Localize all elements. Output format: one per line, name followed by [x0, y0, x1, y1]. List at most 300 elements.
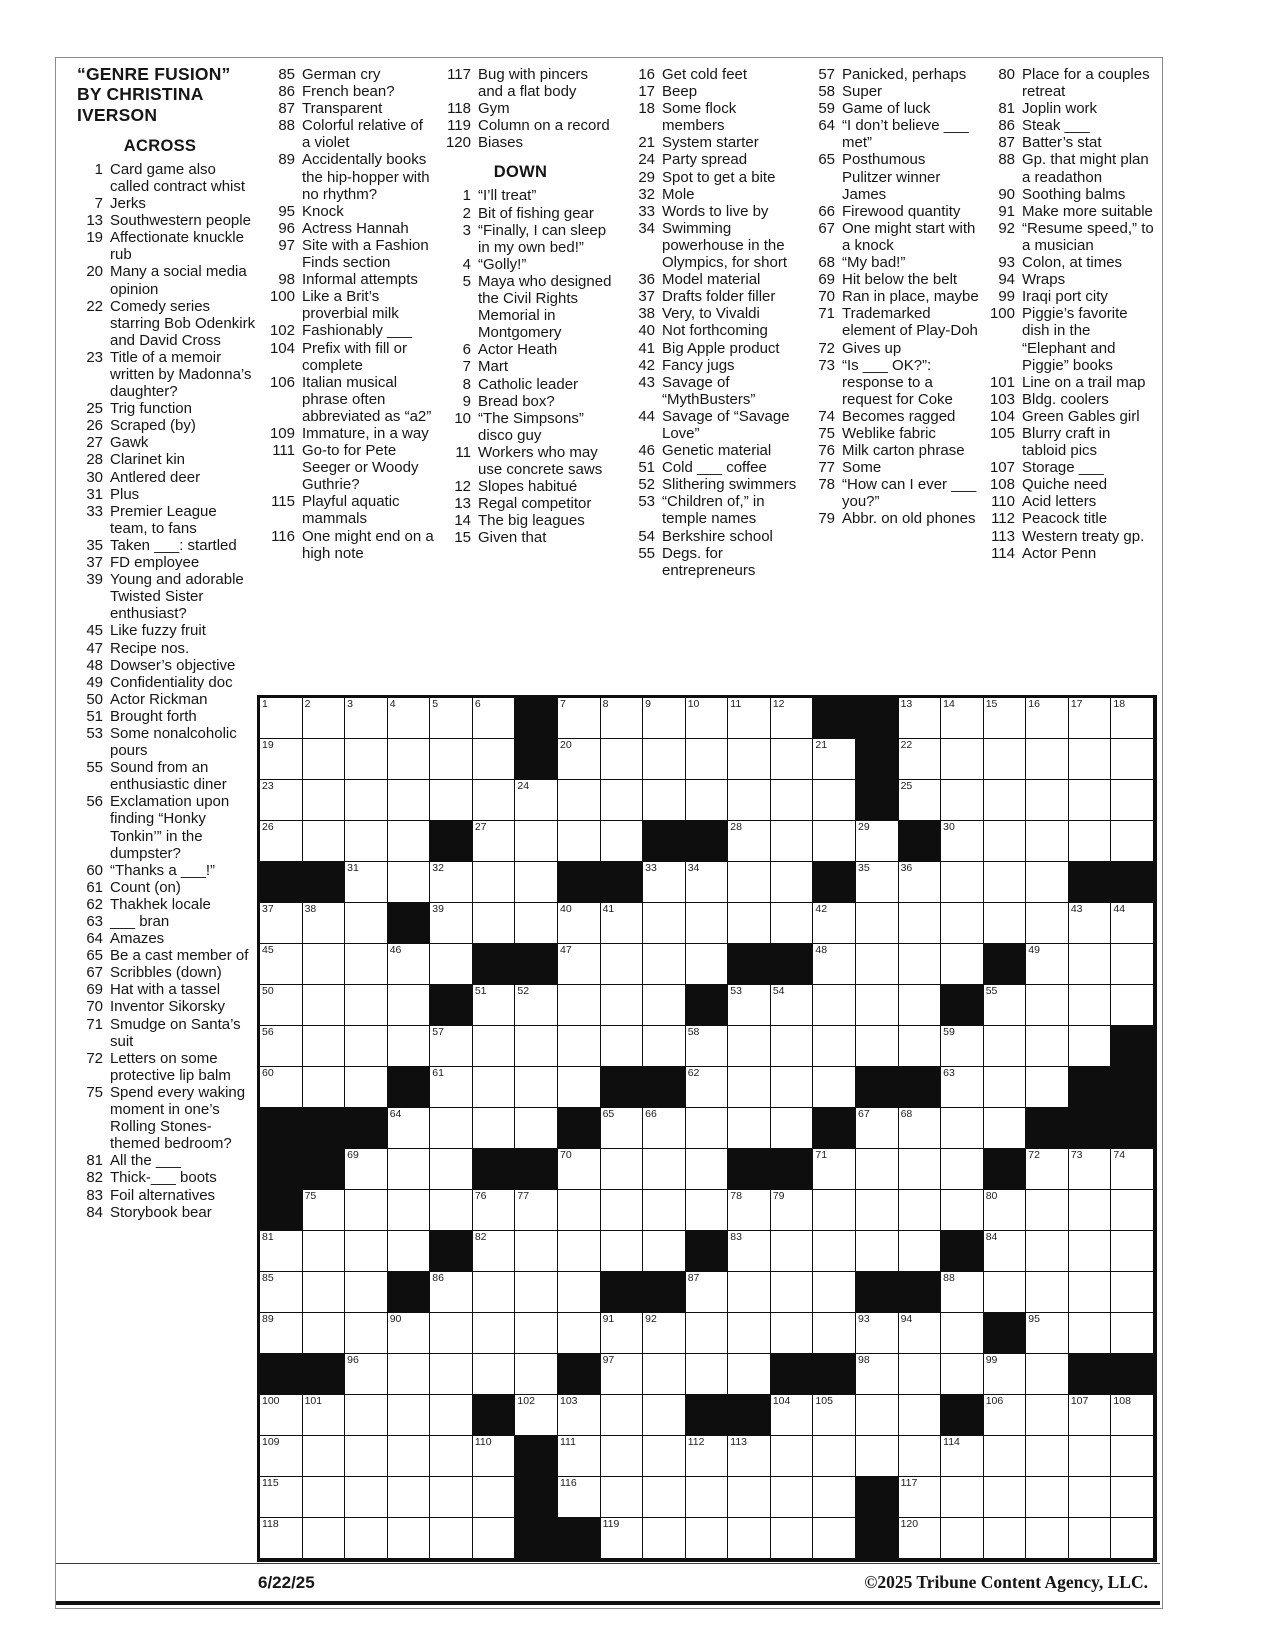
- grid-cell[interactable]: [473, 1067, 516, 1108]
- grid-cell[interactable]: [1026, 739, 1069, 780]
- grid-cell[interactable]: [856, 821, 899, 862]
- grid-cell[interactable]: [856, 862, 899, 903]
- grid-cell[interactable]: [728, 1190, 771, 1231]
- grid-cell[interactable]: [473, 1108, 516, 1149]
- grid-cell[interactable]: [558, 903, 601, 944]
- grid-cell[interactable]: [941, 903, 984, 944]
- grid-cell[interactable]: [430, 1149, 473, 1190]
- grid-cell[interactable]: [856, 1149, 899, 1190]
- grid-cell[interactable]: [728, 1108, 771, 1149]
- grid-cell[interactable]: [260, 698, 303, 739]
- grid-cell[interactable]: [388, 944, 431, 985]
- grid-cell[interactable]: [430, 1518, 473, 1559]
- grid-cell[interactable]: [1026, 698, 1069, 739]
- grid-cell[interactable]: [260, 1518, 303, 1559]
- grid-cell[interactable]: [728, 780, 771, 821]
- grid-cell[interactable]: [813, 985, 856, 1026]
- grid-cell[interactable]: [473, 1477, 516, 1518]
- grid-cell[interactable]: [1069, 1272, 1112, 1313]
- grid-cell[interactable]: [430, 1313, 473, 1354]
- grid-cell[interactable]: [303, 1518, 346, 1559]
- grid-cell[interactable]: [771, 1313, 814, 1354]
- grid-cell[interactable]: [388, 739, 431, 780]
- grid-cell[interactable]: [260, 985, 303, 1026]
- grid-cell[interactable]: [1069, 1313, 1112, 1354]
- grid-cell[interactable]: [1111, 903, 1154, 944]
- grid-cell[interactable]: [558, 1436, 601, 1477]
- grid-cell[interactable]: [856, 1231, 899, 1272]
- grid-cell[interactable]: [856, 1108, 899, 1149]
- grid-cell[interactable]: [345, 1026, 388, 1067]
- grid-cell[interactable]: [941, 1518, 984, 1559]
- grid-cell[interactable]: [473, 821, 516, 862]
- grid-cell[interactable]: [558, 1395, 601, 1436]
- grid-cell[interactable]: [984, 1026, 1027, 1067]
- grid-cell[interactable]: [473, 780, 516, 821]
- grid-cell[interactable]: [345, 1149, 388, 1190]
- grid-cell[interactable]: [303, 1436, 346, 1477]
- grid-cell[interactable]: [1069, 944, 1112, 985]
- grid-cell[interactable]: [388, 1477, 431, 1518]
- grid-cell[interactable]: [1111, 1477, 1154, 1518]
- grid-cell[interactable]: [260, 1272, 303, 1313]
- grid-cell[interactable]: [345, 821, 388, 862]
- grid-cell[interactable]: [473, 1026, 516, 1067]
- grid-cell[interactable]: [558, 944, 601, 985]
- grid-cell[interactable]: [601, 1436, 644, 1477]
- grid-cell[interactable]: [430, 1067, 473, 1108]
- grid-cell[interactable]: [430, 739, 473, 780]
- grid-cell[interactable]: [813, 1313, 856, 1354]
- grid-cell[interactable]: [430, 944, 473, 985]
- grid-cell[interactable]: [1026, 903, 1069, 944]
- grid-cell[interactable]: [1026, 862, 1069, 903]
- grid-cell[interactable]: [813, 1436, 856, 1477]
- grid-cell[interactable]: [515, 1272, 558, 1313]
- grid-cell[interactable]: [728, 1067, 771, 1108]
- grid-cell[interactable]: [1026, 1395, 1069, 1436]
- grid-cell[interactable]: [430, 1477, 473, 1518]
- grid-cell[interactable]: [388, 780, 431, 821]
- grid-cell[interactable]: [941, 698, 984, 739]
- grid-cell[interactable]: [345, 1272, 388, 1313]
- grid-cell[interactable]: [1111, 1518, 1154, 1559]
- grid-cell[interactable]: [1026, 985, 1069, 1026]
- grid-cell[interactable]: [856, 1354, 899, 1395]
- grid-cell[interactable]: [515, 1190, 558, 1231]
- grid-cell[interactable]: [1069, 903, 1112, 944]
- grid-cell[interactable]: [771, 1026, 814, 1067]
- grid-cell[interactable]: [643, 1518, 686, 1559]
- grid-cell[interactable]: [515, 1108, 558, 1149]
- grid-cell[interactable]: [558, 821, 601, 862]
- grid-cell[interactable]: [941, 944, 984, 985]
- grid-cell[interactable]: [643, 1354, 686, 1395]
- grid-cell[interactable]: [856, 1395, 899, 1436]
- grid-cell[interactable]: [1069, 1190, 1112, 1231]
- grid-cell[interactable]: [686, 780, 729, 821]
- grid-cell[interactable]: [430, 1272, 473, 1313]
- grid-cell[interactable]: [430, 1436, 473, 1477]
- grid-cell[interactable]: [813, 821, 856, 862]
- grid-cell[interactable]: [856, 944, 899, 985]
- grid-cell[interactable]: [601, 985, 644, 1026]
- grid-cell[interactable]: [1026, 1067, 1069, 1108]
- grid-cell[interactable]: [899, 1518, 942, 1559]
- grid-cell[interactable]: [473, 862, 516, 903]
- grid-cell[interactable]: [771, 1108, 814, 1149]
- grid-cell[interactable]: [558, 1026, 601, 1067]
- grid-cell[interactable]: [941, 862, 984, 903]
- grid-cell[interactable]: [558, 1231, 601, 1272]
- grid-cell[interactable]: [1069, 1395, 1112, 1436]
- grid-cell[interactable]: [345, 739, 388, 780]
- grid-cell[interactable]: [303, 1272, 346, 1313]
- grid-cell[interactable]: [813, 1395, 856, 1436]
- grid-cell[interactable]: [303, 1395, 346, 1436]
- grid-cell[interactable]: [941, 1436, 984, 1477]
- grid-cell[interactable]: [1111, 1272, 1154, 1313]
- grid-cell[interactable]: [686, 1518, 729, 1559]
- grid-cell[interactable]: [345, 1231, 388, 1272]
- grid-cell[interactable]: [813, 944, 856, 985]
- grid-cell[interactable]: [899, 1149, 942, 1190]
- grid-cell[interactable]: [515, 862, 558, 903]
- grid-cell[interactable]: [686, 944, 729, 985]
- grid-cell[interactable]: [388, 985, 431, 1026]
- grid-cell[interactable]: [1026, 1518, 1069, 1559]
- grid-cell[interactable]: [643, 985, 686, 1026]
- grid-cell[interactable]: [856, 1190, 899, 1231]
- grid-cell[interactable]: [899, 1436, 942, 1477]
- grid-cell[interactable]: [771, 780, 814, 821]
- grid-cell[interactable]: [558, 739, 601, 780]
- grid-cell[interactable]: [686, 1067, 729, 1108]
- grid-cell[interactable]: [1026, 821, 1069, 862]
- grid-cell[interactable]: [601, 1108, 644, 1149]
- grid-cell[interactable]: [515, 821, 558, 862]
- grid-cell[interactable]: [643, 862, 686, 903]
- grid-cell[interactable]: [1069, 821, 1112, 862]
- grid-cell[interactable]: [473, 698, 516, 739]
- grid-cell[interactable]: [388, 821, 431, 862]
- grid-cell[interactable]: [813, 1231, 856, 1272]
- grid-cell[interactable]: [303, 1231, 346, 1272]
- grid-cell[interactable]: [899, 780, 942, 821]
- grid-cell[interactable]: [430, 1108, 473, 1149]
- grid-cell[interactable]: [388, 1231, 431, 1272]
- grid-cell[interactable]: [771, 903, 814, 944]
- grid-cell[interactable]: [601, 780, 644, 821]
- grid-cell[interactable]: [941, 1272, 984, 1313]
- grid-cell[interactable]: [345, 862, 388, 903]
- grid-cell[interactable]: [345, 698, 388, 739]
- grid-cell[interactable]: [601, 1518, 644, 1559]
- grid-cell[interactable]: [728, 698, 771, 739]
- grid-cell[interactable]: [260, 1477, 303, 1518]
- grid-cell[interactable]: [984, 1354, 1027, 1395]
- grid-cell[interactable]: [856, 1436, 899, 1477]
- grid-cell[interactable]: [686, 698, 729, 739]
- grid-cell[interactable]: [771, 1477, 814, 1518]
- grid-cell[interactable]: [345, 1313, 388, 1354]
- grid-cell[interactable]: [1111, 780, 1154, 821]
- grid-cell[interactable]: [473, 1313, 516, 1354]
- grid-cell[interactable]: [899, 944, 942, 985]
- grid-cell[interactable]: [899, 1395, 942, 1436]
- grid-cell[interactable]: [813, 1149, 856, 1190]
- grid-cell[interactable]: [856, 985, 899, 1026]
- grid-cell[interactable]: [558, 780, 601, 821]
- grid-cell[interactable]: [941, 1026, 984, 1067]
- grid-cell[interactable]: [728, 1518, 771, 1559]
- grid-cell[interactable]: [856, 1313, 899, 1354]
- grid-cell[interactable]: [941, 739, 984, 780]
- grid-cell[interactable]: [984, 985, 1027, 1026]
- grid-cell[interactable]: [1069, 1518, 1112, 1559]
- grid-cell[interactable]: [643, 1108, 686, 1149]
- grid-cell[interactable]: [686, 1436, 729, 1477]
- grid-cell[interactable]: [941, 1313, 984, 1354]
- grid-cell[interactable]: [771, 698, 814, 739]
- grid-cell[interactable]: [728, 1231, 771, 1272]
- grid-cell[interactable]: [686, 1354, 729, 1395]
- grid-cell[interactable]: [899, 1231, 942, 1272]
- grid-cell[interactable]: [728, 1313, 771, 1354]
- grid-cell[interactable]: [728, 739, 771, 780]
- grid-cell[interactable]: [899, 903, 942, 944]
- grid-cell[interactable]: [558, 985, 601, 1026]
- grid-cell[interactable]: [771, 1518, 814, 1559]
- grid-cell[interactable]: [303, 1477, 346, 1518]
- grid-cell[interactable]: [1026, 1477, 1069, 1518]
- grid-cell[interactable]: [558, 1190, 601, 1231]
- grid-cell[interactable]: [558, 1149, 601, 1190]
- grid-cell[interactable]: [728, 903, 771, 944]
- grid-cell[interactable]: [984, 1231, 1027, 1272]
- grid-cell[interactable]: [899, 1477, 942, 1518]
- grid-cell[interactable]: [430, 1354, 473, 1395]
- grid-cell[interactable]: [984, 1108, 1027, 1149]
- grid-cell[interactable]: [430, 903, 473, 944]
- grid-cell[interactable]: [515, 903, 558, 944]
- grid-cell[interactable]: [303, 903, 346, 944]
- grid-cell[interactable]: [984, 862, 1027, 903]
- grid-cell[interactable]: [728, 1026, 771, 1067]
- grid-cell[interactable]: [303, 780, 346, 821]
- grid-cell[interactable]: [899, 985, 942, 1026]
- grid-cell[interactable]: [984, 1190, 1027, 1231]
- grid-cell[interactable]: [345, 944, 388, 985]
- grid-cell[interactable]: [1111, 985, 1154, 1026]
- grid-cell[interactable]: [601, 1190, 644, 1231]
- grid-cell[interactable]: [260, 1026, 303, 1067]
- grid-cell[interactable]: [388, 1313, 431, 1354]
- grid-cell[interactable]: [899, 862, 942, 903]
- grid-cell[interactable]: [728, 1436, 771, 1477]
- grid-cell[interactable]: [1069, 1231, 1112, 1272]
- grid-cell[interactable]: [899, 1108, 942, 1149]
- grid-cell[interactable]: [558, 1477, 601, 1518]
- grid-cell[interactable]: [813, 1067, 856, 1108]
- grid-cell[interactable]: [1026, 1026, 1069, 1067]
- grid-cell[interactable]: [643, 1149, 686, 1190]
- grid-cell[interactable]: [473, 1436, 516, 1477]
- grid-cell[interactable]: [941, 780, 984, 821]
- grid-cell[interactable]: [515, 1026, 558, 1067]
- grid-cell[interactable]: [643, 1026, 686, 1067]
- grid-cell[interactable]: [388, 1149, 431, 1190]
- grid-cell[interactable]: [558, 1067, 601, 1108]
- grid-cell[interactable]: [388, 1108, 431, 1149]
- grid-cell[interactable]: [601, 1231, 644, 1272]
- grid-cell[interactable]: [473, 1518, 516, 1559]
- grid-cell[interactable]: [1069, 985, 1112, 1026]
- grid-cell[interactable]: [1111, 1395, 1154, 1436]
- grid-cell[interactable]: [899, 1354, 942, 1395]
- grid-cell[interactable]: [601, 1026, 644, 1067]
- grid-cell[interactable]: [771, 1395, 814, 1436]
- grid-cell[interactable]: [771, 1231, 814, 1272]
- grid-cell[interactable]: [1026, 780, 1069, 821]
- grid-cell[interactable]: [643, 944, 686, 985]
- grid-cell[interactable]: [1026, 944, 1069, 985]
- grid-cell[interactable]: [941, 1354, 984, 1395]
- grid-cell[interactable]: [430, 862, 473, 903]
- grid-cell[interactable]: [686, 1149, 729, 1190]
- grid-cell[interactable]: [260, 1395, 303, 1436]
- grid-cell[interactable]: [388, 1518, 431, 1559]
- grid-cell[interactable]: [728, 1354, 771, 1395]
- grid-cell[interactable]: [303, 821, 346, 862]
- grid-cell[interactable]: [941, 1477, 984, 1518]
- grid-cell[interactable]: [260, 739, 303, 780]
- grid-cell[interactable]: [515, 780, 558, 821]
- grid-cell[interactable]: [345, 1067, 388, 1108]
- grid-cell[interactable]: [601, 1395, 644, 1436]
- grid-cell[interactable]: [601, 821, 644, 862]
- grid-cell[interactable]: [686, 862, 729, 903]
- grid-cell[interactable]: [813, 1518, 856, 1559]
- grid-cell[interactable]: [515, 1231, 558, 1272]
- grid-cell[interactable]: [260, 821, 303, 862]
- grid-cell[interactable]: [303, 1313, 346, 1354]
- grid-cell[interactable]: [303, 1067, 346, 1108]
- grid-cell[interactable]: [984, 903, 1027, 944]
- grid-cell[interactable]: [260, 944, 303, 985]
- grid-cell[interactable]: [1026, 1231, 1069, 1272]
- grid-cell[interactable]: [1111, 1190, 1154, 1231]
- grid-cell[interactable]: [1111, 1149, 1154, 1190]
- grid-cell[interactable]: [473, 739, 516, 780]
- grid-cell[interactable]: [303, 698, 346, 739]
- grid-cell[interactable]: [601, 1477, 644, 1518]
- grid-cell[interactable]: [899, 739, 942, 780]
- grid-cell[interactable]: [899, 1026, 942, 1067]
- grid-cell[interactable]: [728, 862, 771, 903]
- grid-cell[interactable]: [686, 739, 729, 780]
- grid-cell[interactable]: [473, 1231, 516, 1272]
- grid-cell[interactable]: [643, 1477, 686, 1518]
- grid-cell[interactable]: [984, 1477, 1027, 1518]
- grid-cell[interactable]: [303, 985, 346, 1026]
- grid-cell[interactable]: [643, 780, 686, 821]
- grid-cell[interactable]: [771, 1067, 814, 1108]
- grid-cell[interactable]: [686, 1108, 729, 1149]
- grid-cell[interactable]: [984, 1272, 1027, 1313]
- grid-cell[interactable]: [643, 1436, 686, 1477]
- grid-cell[interactable]: [515, 985, 558, 1026]
- grid-cell[interactable]: [473, 903, 516, 944]
- grid-cell[interactable]: [388, 698, 431, 739]
- grid-cell[interactable]: [984, 1395, 1027, 1436]
- grid-cell[interactable]: [345, 1354, 388, 1395]
- grid-cell[interactable]: [771, 1190, 814, 1231]
- grid-cell[interactable]: [345, 903, 388, 944]
- grid-cell[interactable]: [388, 1354, 431, 1395]
- grid-cell[interactable]: [686, 1272, 729, 1313]
- grid-cell[interactable]: [388, 1395, 431, 1436]
- grid-cell[interactable]: [1111, 1436, 1154, 1477]
- grid-cell[interactable]: [643, 1190, 686, 1231]
- grid-cell[interactable]: [260, 903, 303, 944]
- grid-cell[interactable]: [686, 1026, 729, 1067]
- grid-cell[interactable]: [984, 780, 1027, 821]
- grid-cell[interactable]: [430, 780, 473, 821]
- grid-cell[interactable]: [260, 780, 303, 821]
- grid-cell[interactable]: [515, 1395, 558, 1436]
- grid-cell[interactable]: [941, 1108, 984, 1149]
- grid-cell[interactable]: [1069, 1149, 1112, 1190]
- grid-cell[interactable]: [813, 739, 856, 780]
- grid-cell[interactable]: [643, 698, 686, 739]
- grid-cell[interactable]: [771, 821, 814, 862]
- grid-cell[interactable]: [643, 739, 686, 780]
- grid-cell[interactable]: [345, 1518, 388, 1559]
- grid-cell[interactable]: [345, 1395, 388, 1436]
- grid-cell[interactable]: [941, 1190, 984, 1231]
- grid-cell[interactable]: [1069, 698, 1112, 739]
- grid-cell[interactable]: [941, 1149, 984, 1190]
- grid-cell[interactable]: [941, 821, 984, 862]
- grid-cell[interactable]: [813, 1272, 856, 1313]
- grid-cell[interactable]: [1026, 1272, 1069, 1313]
- grid-cell[interactable]: [303, 944, 346, 985]
- grid-cell[interactable]: [813, 780, 856, 821]
- grid-cell[interactable]: [601, 1354, 644, 1395]
- grid-cell[interactable]: [260, 1231, 303, 1272]
- grid-cell[interactable]: [345, 1477, 388, 1518]
- grid-cell[interactable]: [260, 1067, 303, 1108]
- grid-cell[interactable]: [899, 698, 942, 739]
- grid-cell[interactable]: [601, 1313, 644, 1354]
- grid-cell[interactable]: [558, 698, 601, 739]
- grid-cell[interactable]: [728, 821, 771, 862]
- grid-cell[interactable]: [1026, 1354, 1069, 1395]
- grid-cell[interactable]: [345, 985, 388, 1026]
- grid-cell[interactable]: [388, 862, 431, 903]
- grid-cell[interactable]: [813, 1026, 856, 1067]
- grid-cell[interactable]: [728, 1272, 771, 1313]
- grid-cell[interactable]: [771, 1272, 814, 1313]
- grid-cell[interactable]: [643, 1231, 686, 1272]
- grid-cell[interactable]: [345, 1436, 388, 1477]
- grid-cell[interactable]: [388, 1026, 431, 1067]
- grid-cell[interactable]: [1069, 1477, 1112, 1518]
- grid-cell[interactable]: [1026, 1190, 1069, 1231]
- grid-cell[interactable]: [728, 985, 771, 1026]
- grid-cell[interactable]: [984, 1518, 1027, 1559]
